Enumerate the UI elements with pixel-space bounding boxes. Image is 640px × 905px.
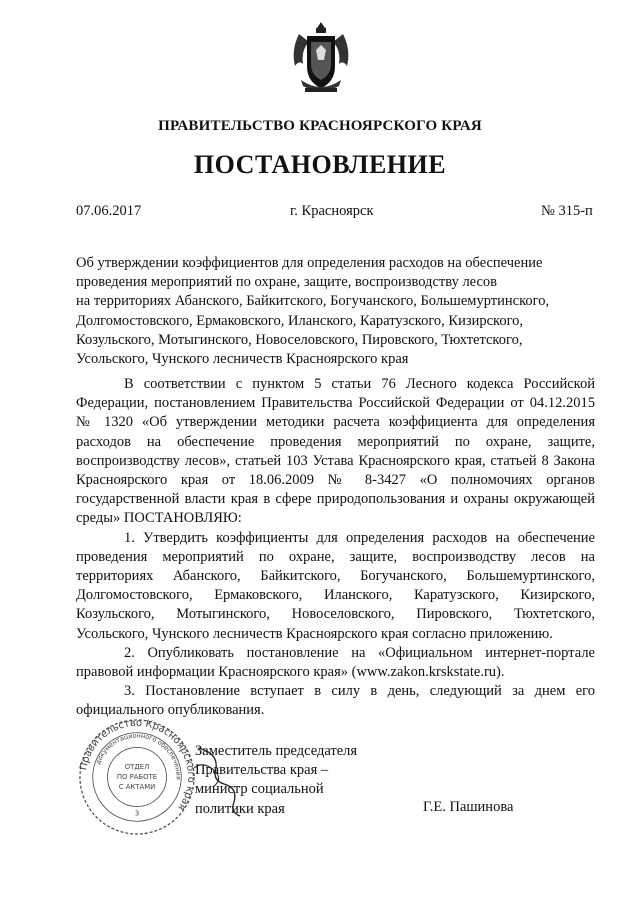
document-date: 07.06.2017 [76, 203, 142, 219]
document-title [76, 254, 595, 369]
stamp-center-line: ОТДЕЛ [124, 763, 150, 772]
title-line: Об утверждении коэффициентов для определения расходов на обеспечение [76, 255, 543, 271]
document-number: № 315-п [541, 203, 593, 219]
title-line: Козульского, Мотыгинского, Новоселовского, Пировского, Тюхтетского, [76, 331, 523, 348]
document-body [76, 375, 595, 721]
position-line: Правительства края – [195, 762, 329, 779]
position-line: Заместитель председателя [195, 743, 358, 759]
signatory-name: Г.Е. Пашинова [423, 799, 514, 815]
organization-name: ПРАВИТЕЛЬСТВО КРАСНОЯРСКОГО КРАЯ [158, 118, 482, 134]
document-type-heading: ПОСТАНОВЛЕНИЕ [193, 150, 447, 179]
title-line: на территориях Абанского, Байкитского, Богучанского, Большемуртинского, [76, 293, 550, 310]
coat-of-arms-icon [289, 20, 353, 100]
position-line: политики края [195, 800, 285, 817]
stamp-outer-text: Правительство Красноярского края [78, 718, 196, 813]
resolution-item-2: 2. Опубликовать постановление на «Официальном интернет-портале правовой информации Красноярского края» (www.zakon.krskstate.ru). [76, 644, 595, 681]
title-line: проведения мероприятий по охране, защите, воспроизводству лесов [76, 274, 498, 291]
document-city: г. Красноярск [290, 203, 374, 219]
official-stamp [78, 718, 196, 836]
title-line: Долгомостовского, Ермаковского, Иланского, Каратузского, Кизирского, [76, 312, 524, 329]
resolution-item-1: 1. Утвердить коэффициенты для определения расходов на обеспечение проведения мероприятий по охране, защите, воспроизводству лесов на территориях Абанского, Байкитского, Богучанского, Большемуртинского, Долгомостовского, Ермаковского, Иланского, Каратузского, Кизирского, Козульского, Мотыгинского, Новоселовского, Пировского, Тюхтетского, Усольского, Чунского лесничеств Красноярского края согласно приложению. [76, 529, 595, 642]
position-line: министр социальной [195, 781, 324, 798]
stamp-center-line: С АКТАМИ [118, 782, 156, 791]
stamp-number: 3 [134, 809, 140, 818]
preamble-paragraph: В соответствии с пунктом 5 статьи 76 Лесного кодекса Российской Федерации, постановлением Правительства Российской Федерации от 04.12.2015 № 1320 «Об утверждении методики расчета коэффициента для определения расходов на обеспечение проведения мероприятий по охране, защите, воспроизводству лесов», статьей 103 Устава Красноярского края, статьей 8 Закона Красноярского края от 18.06.2009 № 8-3427 «О полномочиях органов государственной власти края в сфере природопользования и охраны окружающей среды» ПОСТАНОВЛЯЮ: [76, 376, 595, 527]
stamp-inner-text: документационного обеспечения [93, 731, 183, 780]
title-line: Усольского, Чунского лесничеств Красноярского края [76, 351, 409, 368]
signatory-position [195, 742, 357, 819]
stamp-center-line: ПО РАБОТЕ [116, 772, 158, 781]
resolution-item-3: 3. Постановление вступает в силу в день, следующий за днем его официального опубликования. [76, 683, 595, 719]
